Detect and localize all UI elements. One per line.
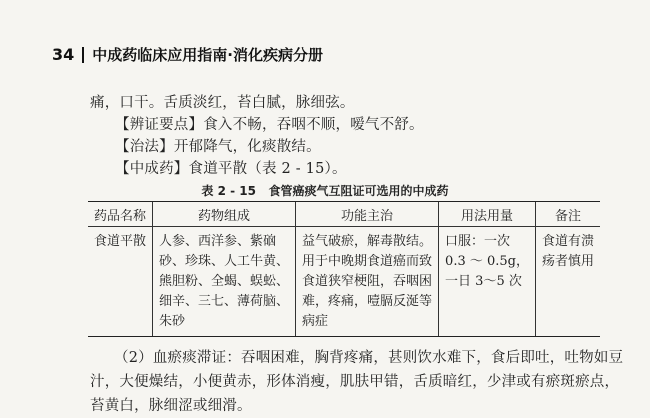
header-divider <box>82 47 84 63</box>
book-title: 中成药临床应用指南·消化疾病分册 <box>92 46 323 64</box>
usage-line: 0.3 ～ 0.5g， <box>445 254 529 269</box>
cell-drug-name: 食道平散 <box>88 227 153 337</box>
header-notes: 备注 <box>535 202 600 227</box>
header-function: 功能主治 <box>296 202 439 227</box>
function-line: 病症 <box>302 314 329 329</box>
bianzheng-text: 食入不畅，吞咽不顺，嗳气不舒。 <box>203 117 424 133</box>
header-composition: 药物组成 <box>153 202 296 227</box>
function-line: 益气破瘀，解毒散结。 <box>302 234 433 249</box>
bianzheng-paragraph <box>115 113 424 134</box>
composition-line: 人参、西洋参、紫硇 <box>159 234 277 249</box>
composition-line: 熊胆粉、全蝎、蜈蚣、 <box>159 274 290 289</box>
zhifa-paragraph <box>115 135 321 156</box>
header-usage: 用法用量 <box>439 202 536 227</box>
function-line: 难，疼痛，噎膈反涎等 <box>302 294 433 309</box>
table-caption-number: 表 2 - 15 <box>201 184 256 198</box>
running-header <box>52 44 323 65</box>
paragraph-line: 苔黄白，脉细涩或细滑。 <box>90 398 252 414</box>
header-drug-name: 药品名称 <box>88 202 153 227</box>
zhifa-text: 开郁降气，化痰散结。 <box>173 139 321 155</box>
zhongchengyao-tag: 【中成药】 <box>115 161 189 177</box>
note-line: 疡者慎用 <box>541 254 594 269</box>
composition-line: 细辛、三七、薄荷脑、 <box>159 294 290 309</box>
cell-notes <box>535 227 600 337</box>
composition-line: 砂、珍珠、人工牛黄、 <box>159 254 290 269</box>
paragraph-line: （2）血瘀痰滞证：吞咽困难，胸背疼痛，甚则饮水难下，食后即吐，吐物如豆 <box>114 350 624 366</box>
zhongchengyao-paragraph <box>115 157 347 178</box>
table-caption <box>0 182 650 199</box>
medicine-table <box>88 201 600 337</box>
zhongchengyao-text: 食道平散（表 2 - 15）。 <box>188 161 347 177</box>
page-number: 34 <box>52 45 75 64</box>
usage-line: 一日 3～5 次 <box>445 274 522 289</box>
paragraph-line: 汁，大便燥结，小便黄赤，形体消瘦，肌肤甲错，舌质暗红，少津或有瘀斑瘀点， <box>90 374 620 390</box>
composition-line: 朱砂 <box>159 314 186 329</box>
symptom-line: 痛，口干。舌质淡红，苔白腻，脉细弦。 <box>90 95 355 111</box>
cell-usage <box>439 227 536 337</box>
bianzheng-tag: 【辨证要点】 <box>115 117 204 133</box>
cell-composition <box>153 227 296 337</box>
table-header-row <box>88 202 600 227</box>
usage-line: 口服：一次 <box>445 234 511 249</box>
function-line: 食道狭窄梗阻，吞咽困 <box>302 274 433 289</box>
note-line: 食道有溃 <box>541 234 594 249</box>
function-line: 用于中晚期食道癌而致 <box>302 254 433 269</box>
table-caption-title: 食管癌痰气互阻证可选用的中成药 <box>268 184 449 198</box>
section-2-paragraph <box>90 346 624 418</box>
table-row <box>88 227 600 337</box>
zhifa-tag: 【治法】 <box>115 139 174 155</box>
cell-function <box>296 227 439 337</box>
